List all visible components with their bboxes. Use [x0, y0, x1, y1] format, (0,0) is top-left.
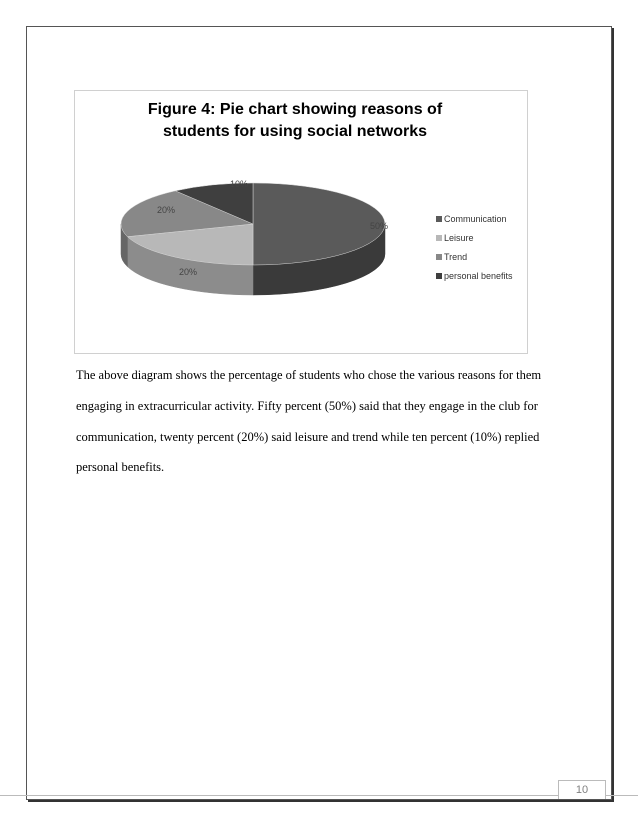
pie-top [121, 183, 385, 265]
pie-value-label-3: 10% [230, 179, 249, 189]
paragraph-line-4: personal benefits. [76, 460, 165, 475]
body-paragraph [76, 360, 554, 483]
legend-swatch-0 [436, 216, 442, 222]
pie-chart-svg [75, 91, 527, 353]
footer-rule [0, 795, 638, 796]
legend-label-0: Communication [444, 214, 507, 224]
pie-value-label-1: 20% [179, 267, 198, 277]
paragraph-line-2: engaging in extracurricular activity. Fifty percent (50%) said that they engage in the club for [76, 398, 538, 413]
pie-value-label-2: 20% [157, 205, 176, 215]
legend-swatch-2 [436, 254, 442, 260]
pie-chart [74, 90, 528, 354]
chart-title-line-2: students for using social networks [162, 123, 428, 140]
legend-label-1: Leisure [444, 233, 474, 243]
legend-swatch-1 [436, 235, 442, 241]
legend-swatch-3 [436, 273, 442, 279]
pie-value-label-0: 50% [370, 221, 389, 231]
paragraph-line-1: The above diagram shows the percentage of students who chose the various reasons for them [76, 368, 542, 382]
paragraph-line-3: communication, twenty percent (20%) said leisure and trend while ten percent (10%) replied [76, 429, 540, 444]
page-number: 10 [558, 780, 606, 799]
chart-title-line-1: Figure 4: Pie chart showing reasons of [147, 101, 443, 118]
legend-label-2: Trend [444, 252, 468, 262]
legend-label-3: personal benefits [444, 271, 513, 281]
chart-legend [436, 214, 513, 281]
